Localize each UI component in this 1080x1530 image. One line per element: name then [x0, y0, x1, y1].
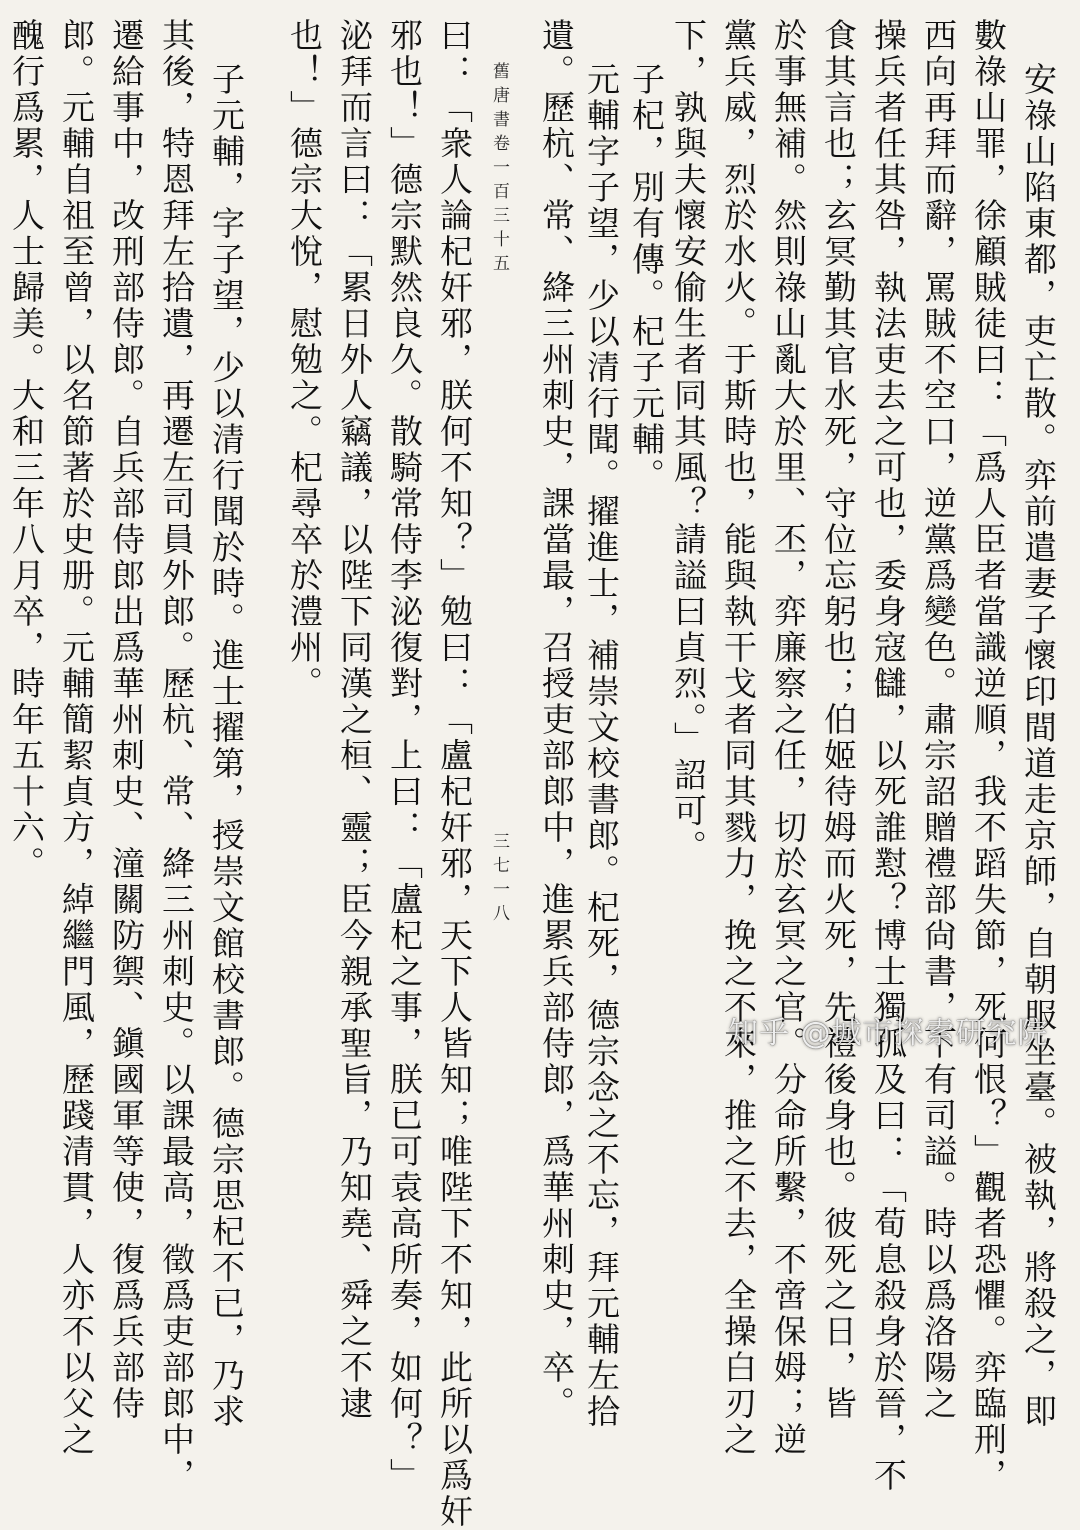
text-column-9: 子杞，別有傳。杞子元輔。	[627, 62, 666, 494]
page-number: 三七一八	[489, 832, 509, 928]
text-column-18: 遷給事中，改刑部侍郎。自兵部侍郎出爲華州刺史、潼關防禦、鎭國軍等使，復爲兵部侍	[107, 18, 146, 1422]
text-column-2: 數祿山罪，徐顧賊徒曰：「爲人臣者當識逆順，我不蹈失節，死何恨？」觀者恐懼。弈臨刑，	[969, 18, 1008, 1494]
text-column-5: 食其言也；玄冥勤其官水死，守位忘躬也；伯姬待姆而火死，先禮後身也。彼死之日，皆	[819, 18, 858, 1422]
text-column-14: 泌拜而言曰：「累日外人竊議，以陛下同漢之桓、靈；臣今親承聖旨，乃知堯、舜之不逮	[335, 18, 374, 1422]
text-column-4: 操兵者任其咎，執法吏去之可也，委身寇讎，以死誰懟？博士獨孤及曰：「荀息殺身於晉，不	[869, 18, 908, 1494]
text-column-7: 黨兵威，烈於水火。于斯時也，能與執干戈者同其戮力，挽之不來，推之不去，全操白刃之	[719, 18, 758, 1458]
text-column-6: 於事無補。然則祿山亂大於里、丕，弈廉察之任，切於玄冥之官。分命所繫，不啻保姆；逆	[769, 18, 808, 1458]
text-column-12: 曰：「衆人論杞奸邪，朕何不知？」勉曰：「盧杞奸邪，天下人皆知；唯陛下不知，此所以爲奸	[435, 18, 474, 1530]
text-column-17: 其後，特恩拜左拾遺，再遷左司員外郎。歷杭、常、絳三州刺史。以課最高，徵爲吏部郎中，	[157, 18, 196, 1494]
text-column-20: 醜行爲累，人士歸美。大和三年八月卒，時年五十六。	[7, 18, 46, 882]
text-column-19: 郎。元輔自祖至曾，以名節著於史册。元輔簡絜貞方，綽繼門風，歷踐清貫，人亦不以父之	[57, 18, 96, 1458]
text-column-8: 下，孰與夫懷安偷生者同其風？請謚曰貞烈。」詔可。	[669, 18, 708, 866]
text-column-11: 遺。歷杭、常、絳三州刺史，課當最，召授吏部郎中，進累兵部侍郎，爲華州刺史，卒。	[537, 18, 576, 1422]
text-column-16: 子元輔，字子望，少以清行聞於時。進士擢第，授崇文館校書郎。德宗思杞不已，乃求	[207, 62, 246, 1430]
text-column-1: 安祿山陷東都，吏亡散。弈前遣妻子懷印間道走京師，自朝服坐臺。被執，將殺之，即	[1019, 62, 1058, 1430]
text-column-13: 邪也！」德宗默然良久。散騎常侍李泌復對，上曰：「盧杞之事，朕已可袁高所奏，如何？」	[385, 18, 424, 1494]
text-column-15: 也！」德宗大悅，慰勉之。杞尋卒於澧州。	[285, 18, 324, 702]
text-column-10: 元輔字子望，少以清行聞。擢進士，補崇文校書郎。杞死，德宗念之不忘，拜元輔左拾	[582, 62, 621, 1430]
book-title-header: 舊唐書卷一百三十五	[489, 62, 509, 278]
text-column-3: 西向再拜而辭，罵賊不空口，逆黨爲變色。肅宗詔贈禮部尙書，下有司謚。時以爲洛陽之	[919, 18, 958, 1422]
watermark: 知乎 @城市探索研究院	[728, 1016, 1049, 1051]
